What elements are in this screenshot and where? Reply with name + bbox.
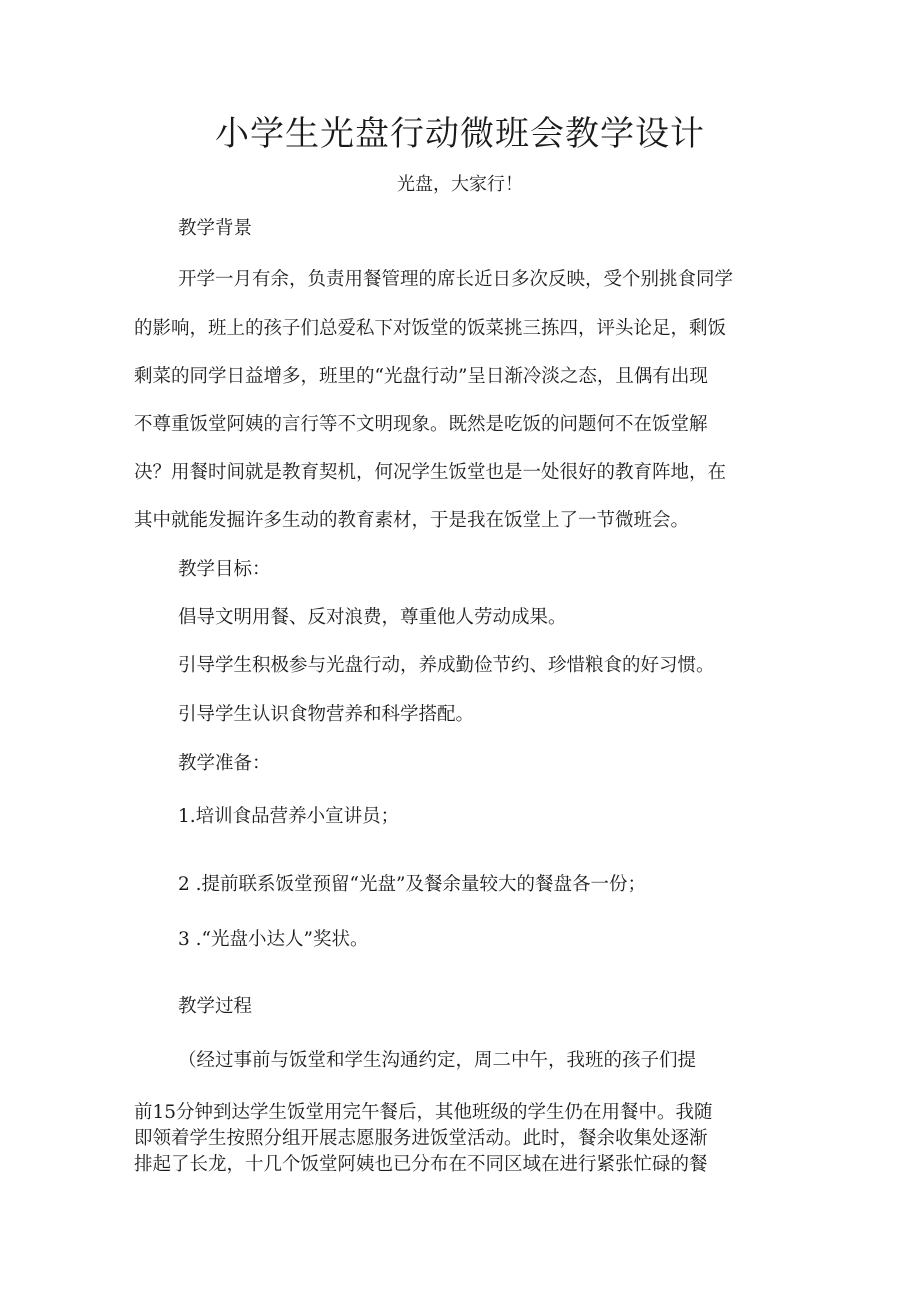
section-heading-goals: 教学目标： <box>178 559 271 580</box>
prep-item: 3 .“光盘小达人”奖状。 <box>178 929 369 950</box>
paragraph-line: 决？用餐时间就是教育契机，何况学生饭堂也是一处很好的教育阵地，在 <box>134 462 727 483</box>
document-title: 小学生光盘行动微班会教学设计 <box>215 114 705 154</box>
goal-item: 倡导文明用餐、反对浪费，尊重他人劳动成果。 <box>178 607 567 628</box>
document-subtitle: 光盘，大家行！ <box>397 174 523 195</box>
goal-item: 引导学生认识食物营养和科学搭配。 <box>178 704 475 725</box>
paragraph-line: 排起了长龙，十几个饭堂阿姨也已分布在不同区域在进行紧张忙碌的餐 <box>134 1154 708 1175</box>
goal-item: 引导学生积极参与光盘行动，养成勤俭节约、珍惜粮食的好习惯。 <box>178 655 715 676</box>
prep-item: 2 .提前联系饭堂预留“光盘”及餐余量较大的餐盘各一份； <box>178 874 646 895</box>
paragraph-line: （经过事前与饭堂和学生沟通约定，周二中午，我班的孩子们提 <box>178 1050 697 1071</box>
paragraph-line: 其中就能发掘许多生动的教育素材，于是我在饭堂上了一节微班会。 <box>134 510 690 531</box>
prep-item: 1.培训食品营养小宣讲员； <box>178 806 400 827</box>
paragraph-line: 剩菜的同学日益增多，班里的“光盘行动”呈日渐冷淡之态，且偶有出现 <box>134 366 708 387</box>
paragraph-line: 不尊重饭堂阿姨的言行等不文明现象。既然是吃饭的问题何不在饭堂解 <box>134 414 708 435</box>
section-heading-prep: 教学准备： <box>178 753 271 774</box>
section-heading-background: 教学背景 <box>178 218 253 239</box>
paragraph-line: 的影响，班上的孩子们总爱私下对饭堂的饭菜挑三拣四，评头论足，剩饭 <box>134 318 727 339</box>
paragraph-line: 即领着学生按照分组开展志愿服务进饭堂活动。此时，餐余收集处逐渐 <box>134 1128 708 1149</box>
paragraph-line: 前15分钟到达学生饭堂用完午餐后，其他班级的学生仍在用餐中。我随 <box>134 1102 713 1123</box>
section-heading-process: 教学过程 <box>178 996 253 1017</box>
paragraph-line: 开学一月有余，负责用餐管理的席长近日多次反映，受个别挑食同学 <box>178 269 734 290</box>
